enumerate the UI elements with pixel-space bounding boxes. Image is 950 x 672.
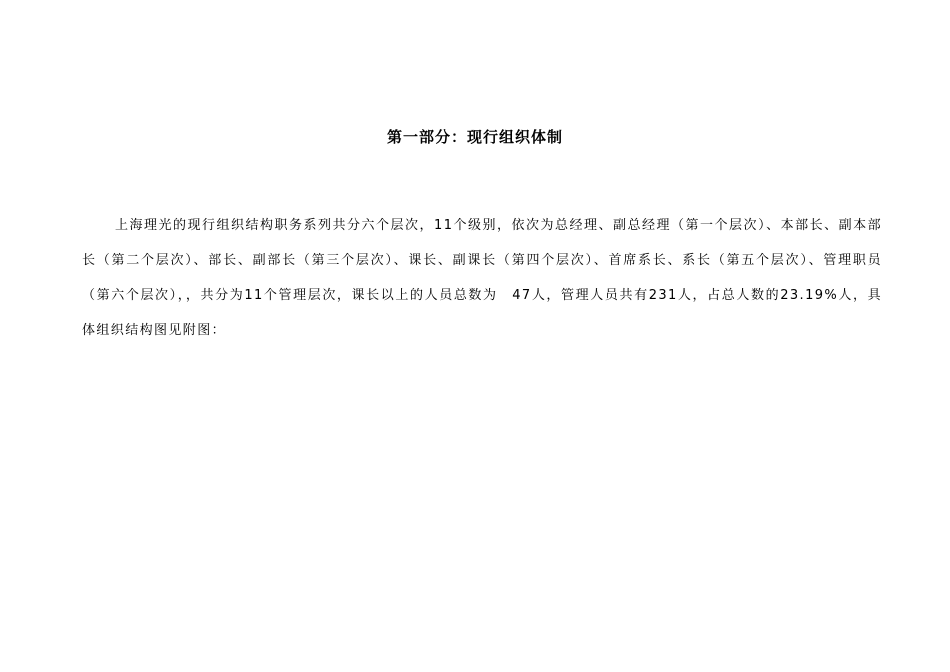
- section-title: 第一部分：现行组织体制: [386, 128, 563, 146]
- body-paragraph: 上海理光的现行组织结构职务系列共分六个层次，11个级别，依次为总经理、副总经理（第一个层次）、本部长、副本部长（第二个层次）、部长、副部长（第三个层次）、课长、副课长（第四个层次）、首席系长、系长（第五个层次）、管理职员（第六个层次），，共分为11个管理层次，课长以上的人员总数为 47人，管理人员共有231人，占总人数的23.19%人，具体组织结构图见附图：: [82, 218, 882, 338]
